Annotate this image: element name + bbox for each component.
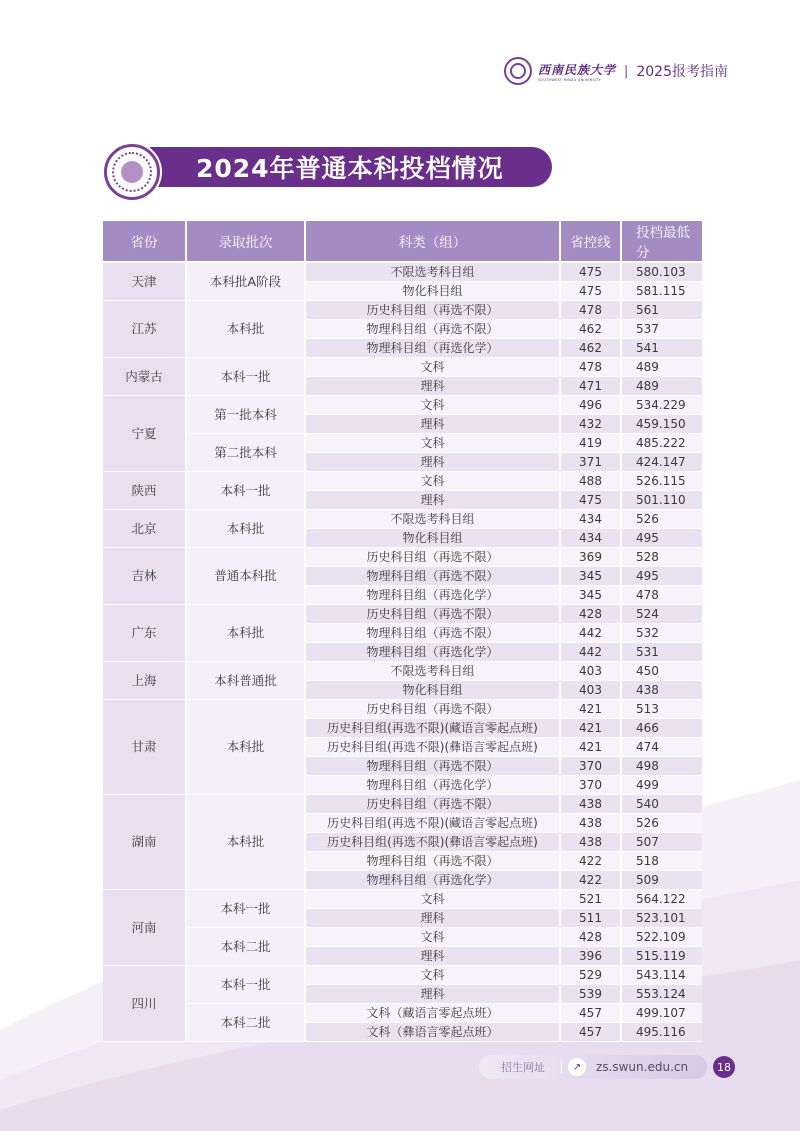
province-cell: 内蒙古 [103,358,187,396]
min-score-cell: 528 [622,548,702,567]
university-emblem-icon [104,144,160,200]
page-title: 2024年普通本科投档情况 [196,154,504,183]
min-score-cell: 450 [622,662,702,681]
min-score-cell: 499.107 [622,1004,702,1023]
control-line-cell: 475 [561,263,622,282]
table-row [103,605,702,624]
header-separator: | [623,63,629,79]
control-line-cell: 457 [561,1023,622,1042]
min-score-cell: 495.116 [622,1023,702,1042]
control-line-cell: 462 [561,339,622,358]
min-score-cell: 581.115 [622,282,702,301]
province-cell: 陕西 [103,472,187,510]
subject-cell: 理科 [306,491,561,510]
min-score-cell: 561 [622,301,702,320]
min-score-cell: 485.222 [622,434,702,453]
page-header [504,56,728,86]
control-line-cell: 434 [561,529,622,548]
province-cell: 天津 [103,263,187,301]
control-line-cell: 419 [561,434,622,453]
control-line-cell: 478 [561,301,622,320]
control-line-cell: 511 [561,909,622,928]
control-line-cell: 529 [561,966,622,985]
website-label: 招生网址 [501,1061,545,1074]
control-line-cell: 371 [561,453,622,472]
min-score-cell: 509 [622,871,702,890]
title-banner [150,147,552,187]
control-line-cell: 396 [561,947,622,966]
min-score-cell: 495 [622,567,702,586]
min-score-cell: 534.229 [622,396,702,415]
batch-cell: 本科二批 [187,1004,306,1042]
control-line-cell: 478 [561,358,622,377]
subject-cell: 文科 [306,358,561,377]
batch-cell: 本科批A阶段 [187,263,306,301]
university-logo-icon [504,57,532,85]
subject-cell: 理科 [306,909,561,928]
footer-divider [561,1061,562,1073]
subject-cell: 历史科目组（再选不限） [306,301,561,320]
subject-cell: 物理科目组（再选化学） [306,586,561,605]
subject-cell: 历史科目组(再选不限)(藏语言零起点班) [306,814,561,833]
min-score-cell: 526 [622,510,702,529]
website-url-link[interactable]: zs.swun.edu.cn [596,1060,689,1074]
table-row [103,358,702,377]
province-cell: 湖南 [103,795,187,890]
subject-cell: 历史科目组（再选不限） [306,700,561,719]
control-line-cell: 438 [561,833,622,852]
min-score-cell: 495 [622,529,702,548]
control-line-cell: 345 [561,586,622,605]
control-line-cell: 438 [561,814,622,833]
control-line-cell: 403 [561,681,622,700]
subject-cell: 理科 [306,985,561,1004]
min-score-cell: 531 [622,643,702,662]
batch-cell: 本科批 [187,301,306,358]
control-line-cell: 422 [561,871,622,890]
control-line-cell: 369 [561,548,622,567]
min-score-cell: 459.150 [622,415,702,434]
subject-cell: 历史科目组（再选不限） [306,605,561,624]
subject-cell: 文科 [306,396,561,415]
subject-cell: 不限选考科目组 [306,263,561,282]
subject-cell: 文科 [306,966,561,985]
table-row [103,966,702,985]
min-score-cell: 489 [622,377,702,396]
table-row [103,1004,702,1023]
admission-table [103,221,702,1042]
control-line-cell: 421 [561,719,622,738]
min-score-cell: 526.115 [622,472,702,491]
control-line-cell: 345 [561,567,622,586]
batch-cell: 本科一批 [187,890,306,928]
university-name-cn: 西南民族大学 [537,62,616,77]
column-header-min-score: 投档最低分 [622,221,702,263]
subject-cell: 不限选考科目组 [306,510,561,529]
column-header-subject: 科类（组） [306,221,561,263]
guide-title: 2025报考指南 [636,64,728,80]
control-line-cell: 370 [561,757,622,776]
table-row [103,548,702,567]
subject-cell: 物理科目组（再选不限） [306,320,561,339]
website-pill[interactable] [479,1055,707,1079]
province-cell: 宁夏 [103,396,187,472]
column-header-batch: 录取批次 [187,221,306,263]
table-row [103,662,702,681]
subject-cell: 历史科目组（再选不限） [306,795,561,814]
min-score-cell: 526 [622,814,702,833]
subject-cell: 物理科目组（再选不限） [306,757,561,776]
min-score-cell: 524 [622,605,702,624]
subject-cell: 理科 [306,415,561,434]
province-cell: 甘肃 [103,700,187,795]
batch-cell: 本科批 [187,605,306,662]
table-row [103,700,702,719]
batch-cell: 本科一批 [187,966,306,1004]
control-line-cell: 539 [561,985,622,1004]
subject-cell: 理科 [306,947,561,966]
subject-cell: 历史科目组(再选不限)(藏语言零起点班) [306,719,561,738]
subject-cell: 文科（彝语言零起点班） [306,1023,561,1042]
control-line-cell: 422 [561,852,622,871]
min-score-cell: 541 [622,339,702,358]
province-cell: 广东 [103,605,187,662]
subject-cell: 文科 [306,472,561,491]
min-score-cell: 513 [622,700,702,719]
page-number: 18 [713,1056,735,1078]
control-line-cell: 457 [561,1004,622,1023]
batch-cell: 第二批本科 [187,434,306,472]
subject-cell: 物化科目组 [306,282,561,301]
min-score-cell: 478 [622,586,702,605]
min-score-cell: 507 [622,833,702,852]
control-line-cell: 403 [561,662,622,681]
province-cell: 吉林 [103,548,187,605]
subject-cell: 物化科目组 [306,681,561,700]
control-line-cell: 442 [561,643,622,662]
subject-cell: 理科 [306,377,561,396]
min-score-cell: 523.101 [622,909,702,928]
control-line-cell: 442 [561,624,622,643]
min-score-cell: 518 [622,852,702,871]
page-footer [479,1055,735,1079]
column-header-control-line: 省控线 [561,221,622,263]
university-name-en: SOUTHWEST MINZU UNIVERSITY [537,77,601,82]
batch-cell: 普通本科批 [187,548,306,605]
min-score-cell: 553.124 [622,985,702,1004]
batch-cell: 本科批 [187,795,306,890]
table-row [103,396,702,415]
control-line-cell: 421 [561,738,622,757]
min-score-cell: 489 [622,358,702,377]
min-score-cell: 537 [622,320,702,339]
subject-cell: 物理科目组（再选不限） [306,852,561,871]
control-line-cell: 475 [561,282,622,301]
control-line-cell: 370 [561,776,622,795]
university-name [538,61,616,82]
min-score-cell: 532 [622,624,702,643]
min-score-cell: 438 [622,681,702,700]
min-score-cell: 501.110 [622,491,702,510]
min-score-cell: 522.109 [622,928,702,947]
province-cell: 北京 [103,510,187,548]
control-line-cell: 488 [561,472,622,491]
table-row [103,795,702,814]
control-line-cell: 521 [561,890,622,909]
table-row [103,472,702,491]
control-line-cell: 428 [561,928,622,947]
control-line-cell: 475 [561,491,622,510]
subject-cell: 物理科目组（再选不限） [306,624,561,643]
province-cell: 江苏 [103,301,187,358]
subject-cell: 物理科目组（再选不限） [306,567,561,586]
min-score-cell: 498 [622,757,702,776]
batch-cell: 本科普通批 [187,662,306,700]
subject-cell: 文科 [306,890,561,909]
subject-cell: 文科（藏语言零起点班） [306,1004,561,1023]
control-line-cell: 496 [561,396,622,415]
control-line-cell: 432 [561,415,622,434]
subject-cell: 理科 [306,453,561,472]
subject-cell: 文科 [306,928,561,947]
batch-cell: 本科批 [187,700,306,795]
control-line-cell: 438 [561,795,622,814]
subject-cell: 文科 [306,434,561,453]
subject-cell: 不限选考科目组 [306,662,561,681]
batch-cell: 本科一批 [187,472,306,510]
column-header-province: 省份 [103,221,187,263]
batch-cell: 本科二批 [187,928,306,966]
province-cell: 四川 [103,966,187,1042]
min-score-cell: 466 [622,719,702,738]
control-line-cell: 462 [561,320,622,339]
control-line-cell: 428 [561,605,622,624]
min-score-cell: 580.103 [622,263,702,282]
subject-cell: 物理科目组（再选化学） [306,776,561,795]
min-score-cell: 474 [622,738,702,757]
subject-cell: 物理科目组（再选化学） [306,643,561,662]
table-row [103,301,702,320]
province-cell: 上海 [103,662,187,700]
control-line-cell: 471 [561,377,622,396]
min-score-cell: 499 [622,776,702,795]
subject-cell: 历史科目组(再选不限)(彝语言零起点班) [306,833,561,852]
subject-cell: 物化科目组 [306,529,561,548]
table-row [103,263,702,282]
subject-cell: 历史科目组（再选不限） [306,548,561,567]
min-score-cell: 515.119 [622,947,702,966]
min-score-cell: 540 [622,795,702,814]
min-score-cell: 564.122 [622,890,702,909]
arrow-icon: ↗ [568,1058,586,1076]
batch-cell: 本科一批 [187,358,306,396]
table-header-row [103,221,702,263]
table-row [103,928,702,947]
control-line-cell: 434 [561,510,622,529]
min-score-cell: 424.147 [622,453,702,472]
table-row [103,434,702,453]
min-score-cell: 543.114 [622,966,702,985]
batch-cell: 第一批本科 [187,396,306,434]
subject-cell: 物理科目组（再选化学） [306,871,561,890]
subject-cell: 历史科目组(再选不限)(彝语言零起点班) [306,738,561,757]
batch-cell: 本科批 [187,510,306,548]
table-row [103,890,702,909]
subject-cell: 物理科目组（再选化学） [306,339,561,358]
table-row [103,510,702,529]
control-line-cell: 421 [561,700,622,719]
province-cell: 河南 [103,890,187,966]
